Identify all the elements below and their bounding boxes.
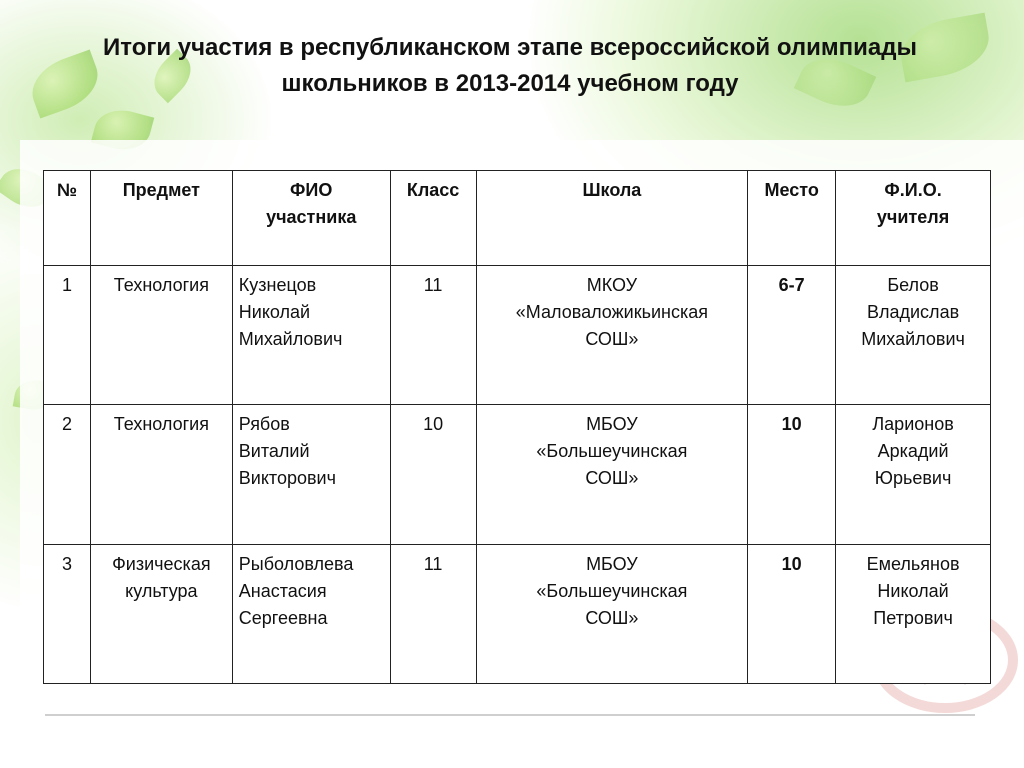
table-row: [44, 405, 991, 544]
slide-title: Итоги участия в республиканском этапе всероссийской олимпиады школьников в 2013-2014 учебном году: [103, 34, 917, 97]
cell-grade: 11: [390, 266, 476, 405]
table-row: [44, 544, 991, 683]
header-subject: Предмет: [90, 171, 232, 266]
cell-name: Рыболовлева Анастасия Сергеевна: [232, 544, 390, 683]
header-name: ФИО участника: [232, 171, 390, 266]
cell-teacher: Белов Владислав Михайлович: [836, 266, 991, 405]
header-teacher: Ф.И.О. учителя: [836, 171, 991, 266]
cell-place: 10: [748, 405, 836, 544]
cell-subject: Физическая культура: [90, 544, 232, 683]
cell-subject: Технология: [90, 266, 232, 405]
footer-divider: [45, 714, 975, 716]
cell-place: 10: [748, 544, 836, 683]
header-grade: Класс: [390, 171, 476, 266]
results-table: [43, 170, 991, 684]
cell-name: Кузнецов Николай Михайлович: [232, 266, 390, 405]
cell-teacher: Ларионов Аркадий Юрьевич: [836, 405, 991, 544]
cell-school: МБОУ «Большеучинская СОШ»: [476, 405, 748, 544]
cell-subject: Технология: [90, 405, 232, 544]
header-school: Школа: [476, 171, 748, 266]
cell-num: 3: [44, 544, 91, 683]
header-place: Место: [748, 171, 836, 266]
cell-name: Рябов Виталий Викторович: [232, 405, 390, 544]
cell-num: 2: [44, 405, 91, 544]
cell-grade: 11: [390, 544, 476, 683]
cell-teacher: Емельянов Николай Петрович: [836, 544, 991, 683]
table-row: [44, 266, 991, 405]
cell-num: 1: [44, 266, 91, 405]
table-header-row: [44, 171, 991, 266]
cell-school: МБОУ «Большеучинская СОШ»: [476, 544, 748, 683]
cell-school: МКОУ «Маловаложикьинская СОШ»: [476, 266, 748, 405]
cell-place: 6-7: [748, 266, 836, 405]
header-num: №: [44, 171, 91, 266]
cell-grade: 10: [390, 405, 476, 544]
